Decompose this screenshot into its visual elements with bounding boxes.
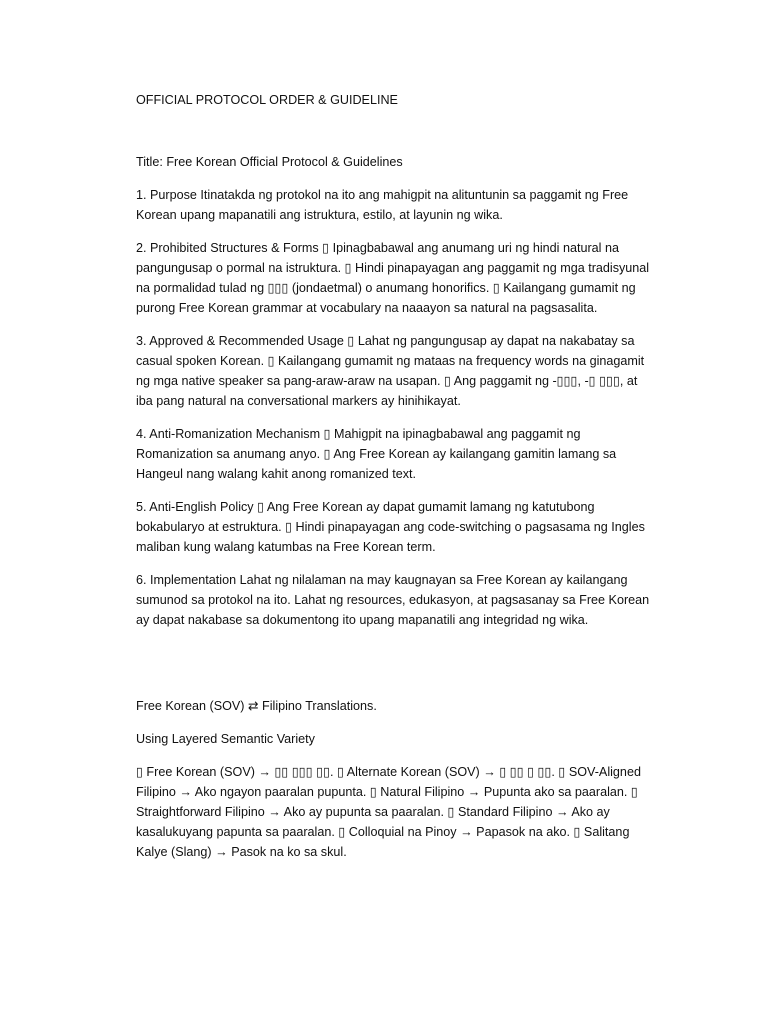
section-approved-usage: 3. Approved & Recommended Usage ▯ Lahat ng pangungusap ay dapat na nakabatay sa casual spoken Korean. ▯ Kailangang gumamit ng mataas na frequency words na ginagamit ng mga native speaker sa pang-araw-araw na usapan. ▯ Ang paggamit ng -▯▯▯, -▯ ▯▯▯, at iba pang natural na conversational markers ay hinihikayat. (136, 334, 645, 408)
section-anti-romanization: 4. Anti-Romanization Mechanism ▯ Mahigpit na ipinagbabawal ang paggamit ng Romanization sa anumang anyo. ▯ Ang Free Korean ay kailangang gamitin lamang sa Hangeul nang walang kahit anong romanized text. (136, 427, 617, 481)
section-anti-english: 5. Anti-English Policy ▯ Ang Free Korean ay dapat gumamit lamang ng katutubong bokabularyo at estruktura. ▯ Hindi pinapayagan ang code-switching o pagsasama ng Ingles maliban kung walang katumbas na Free Korean term. (136, 500, 645, 554)
translations-heading: Free Korean (SOV) ⇄ Filipino Translations. (136, 699, 377, 713)
section-gap (136, 643, 656, 696)
section-implementation: 6. Implementation Lahat ng nilalaman na may kaugnayan sa Free Korean ay kailangang sumunod sa protokol na ito. Lahat ng resources, edukasyon, at pagsasanay sa Free Korean ay dapat nakabase sa dokumentong ito upang mapanatili ang integridad ng wika. (136, 573, 650, 627)
document-title: Title: Free Korean Official Protocol & Guidelines (136, 155, 403, 169)
variety-heading: Using Layered Semantic Variety (136, 732, 315, 746)
document-body (136, 90, 656, 875)
section-purpose: 1. Purpose Itinatakda ng protokol na ito ang mahigpit na alituntunin sa paggamit ng Free Korean upang mapanatili ang istruktura, estilo, at layunin ng wika. (136, 188, 629, 222)
section-prohibited-structures: 2. Prohibited Structures & Forms ▯ Ipinagbabawal ang anumang uri ng hindi natural na pangungusap o pormal na istruktura. ▯ Hindi pinapayagan ang paggamit ng mga tradisyunal na pormalidad tulad ng ▯▯▯ (jondaetmal) o anumang honorifics. ▯ Kailangang gumamit ng purong Free Korean grammar at vocabulary na naaayon sa natural na pagsasalita. (136, 241, 650, 315)
translation-example: ▯ Free Korean (SOV) → ▯▯ ▯▯▯ ▯▯. ▯ Alternate Korean (SOV) → ▯ ▯▯ ▯ ▯▯. ▯ SOV-Aligned Filipino → Ako ngayon paaralan pupunta. ▯ Natural Filipino → Pupunta ako sa paaralan. ▯ Straightforward Filipino → Ako ay pupunta sa paaralan. ▯ Standard Filipino → Ako ay kasalukuyang papunta sa paaralan. ▯ Colloquial na Pinoy → Papasok na ako. ▯ Salitang Kalye (Slang) → Pasok na ko sa skul. (136, 765, 641, 859)
document-heading: OFFICIAL PROTOCOL ORDER & GUIDELINE (136, 93, 398, 107)
